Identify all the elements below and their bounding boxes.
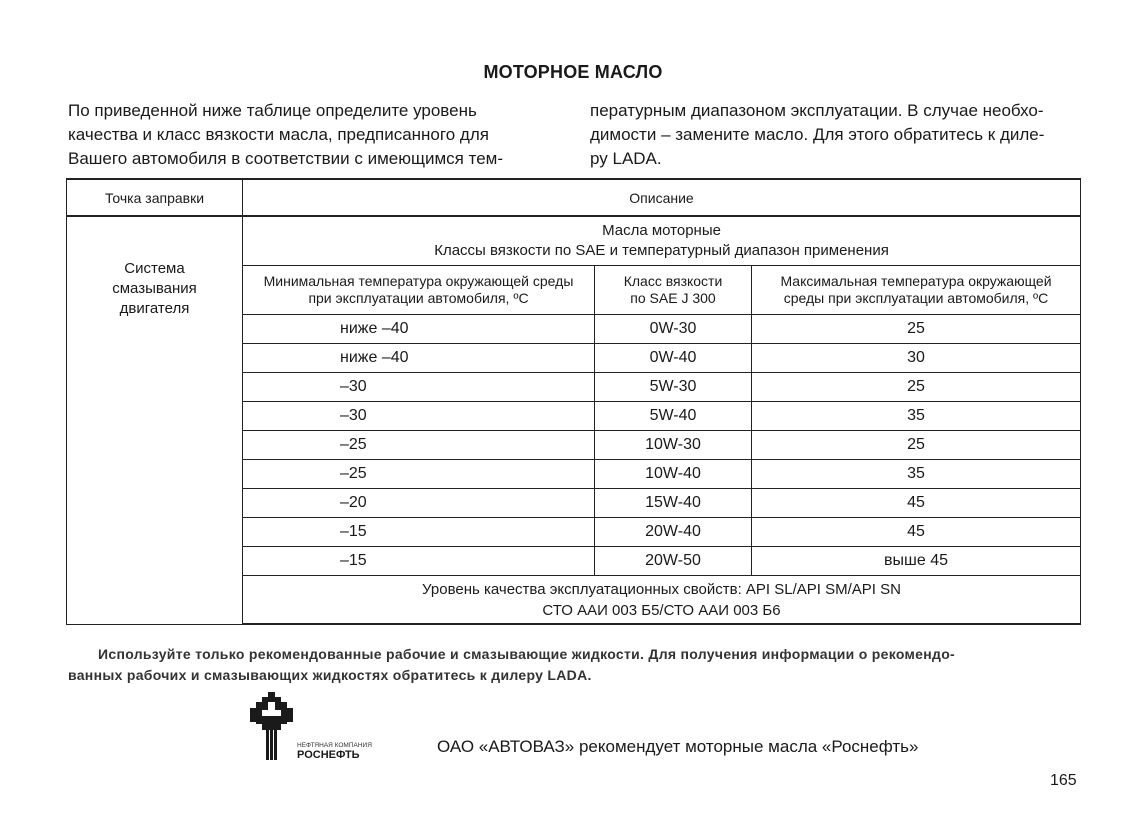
intro-left-line: качества и класс вязкости масла, предписанного для — [68, 125, 489, 144]
min-temp-header-line: при эксплуатации автомобиля, ºС — [308, 290, 529, 306]
max-temp-header-line: Максимальная температура окружающей — [780, 273, 1052, 289]
table-header-row — [67, 179, 1081, 216]
oils-title-line: Классы вязкости по SAE и температурный диапазон применения — [434, 242, 889, 259]
sae-class-cell: 20W-50 — [595, 547, 752, 576]
max-temp-cell: 45 — [752, 518, 1081, 547]
max-temp-header-line: среды при эксплуатации автомобиля, ºС — [783, 290, 1049, 306]
sae-class-cell: 0W-40 — [595, 344, 752, 373]
recommendation-text: ОАО «АВТОВАЗ» рекомендует моторные масла «Роснефть» — [437, 737, 919, 756]
quality-line: СТО ААИ 003 Б5/СТО ААИ 003 Б6 — [542, 601, 781, 619]
quality-level-cell — [243, 576, 1081, 625]
intro-right-column — [590, 99, 1080, 171]
note-line: Используйте только рекомендованные рабочие и смазывающие жидкости. Для получения информации о рекомендо- — [98, 646, 956, 662]
sae-class-cell: 5W-40 — [595, 402, 752, 431]
max-temp-cell: 45 — [752, 489, 1081, 518]
description-header: Описание — [243, 179, 1081, 216]
intro-right-line: пературным диапазоном эксплуатации. В случае необхо- — [590, 101, 1044, 120]
quality-line: Уровень качества эксплуатационных свойств: API SL/API SM/API SN — [422, 580, 901, 598]
min-temp-cell: ниже –40 — [243, 344, 595, 373]
sae-header-line: Класс вязкости — [623, 273, 723, 289]
intro-left-line: Вашего автомобиля в соответствии с имеющимся тем- — [68, 149, 504, 168]
note-line: ванных рабочих и смазывающих жидкостях обратитесь к дилеру LADA. — [68, 667, 592, 683]
intro-left-column — [68, 99, 555, 171]
sae-class-header — [595, 266, 752, 315]
max-temp-cell: 25 — [752, 431, 1081, 460]
intro-right-line: ру LADA. — [590, 149, 662, 168]
min-temp-header — [243, 266, 595, 315]
lubrication-system-cell — [67, 216, 243, 624]
page-number: 165 — [1050, 772, 1077, 789]
sae-class-cell: 5W-30 — [595, 373, 752, 402]
sae-class-cell: 0W-30 — [595, 315, 752, 344]
oils-title-line: Масла моторные — [602, 222, 721, 239]
sae-header-line: по SAE J 300 — [630, 290, 716, 306]
max-temp-cell: 30 — [752, 344, 1081, 373]
min-temp-cell: –30 — [243, 373, 595, 402]
oils-title-cell — [243, 216, 1081, 266]
sae-class-cell: 10W-40 — [595, 460, 752, 489]
logo-name: РОСНЕФТЬ — [297, 749, 360, 761]
intro-left-line: По приведенной ниже таблице определите уровень — [68, 101, 477, 120]
min-temp-cell: –25 — [243, 460, 595, 489]
min-temp-cell: –15 — [243, 547, 595, 576]
min-temp-header-line: Минимальная температура окружающей среды — [263, 273, 574, 289]
min-temp-cell: –15 — [243, 518, 595, 547]
min-temp-cell: –20 — [243, 489, 595, 518]
max-temp-cell: 35 — [752, 402, 1081, 431]
system-label-line: смазывания — [112, 280, 197, 297]
min-temp-cell: –30 — [243, 402, 595, 431]
sae-class-cell: 10W-30 — [595, 431, 752, 460]
fluids-note — [68, 644, 1078, 686]
system-label-line: Система — [124, 260, 185, 277]
intro-right-line: димости – замените масло. Для этого обратитесь к диле- — [590, 125, 1045, 144]
rosneft-logo-icon — [250, 692, 390, 762]
max-temp-cell: 35 — [752, 460, 1081, 489]
logo-tagline: НЕФТЯНАЯ КОМПАНИЯ — [297, 742, 372, 749]
min-temp-cell: –25 — [243, 431, 595, 460]
max-temp-header — [752, 266, 1081, 315]
page-title: МОТОРНОЕ МАСЛО — [483, 62, 663, 82]
max-temp-cell: 25 — [752, 373, 1081, 402]
system-label-line: двигателя — [119, 300, 190, 317]
oil-spec-table — [66, 178, 1081, 625]
max-temp-cell: выше 45 — [752, 547, 1081, 576]
sae-class-cell: 20W-40 — [595, 518, 752, 547]
sae-class-cell: 15W-40 — [595, 489, 752, 518]
min-temp-cell: ниже –40 — [243, 315, 595, 344]
refuel-point-header: Точка заправки — [67, 179, 243, 216]
max-temp-cell: 25 — [752, 315, 1081, 344]
